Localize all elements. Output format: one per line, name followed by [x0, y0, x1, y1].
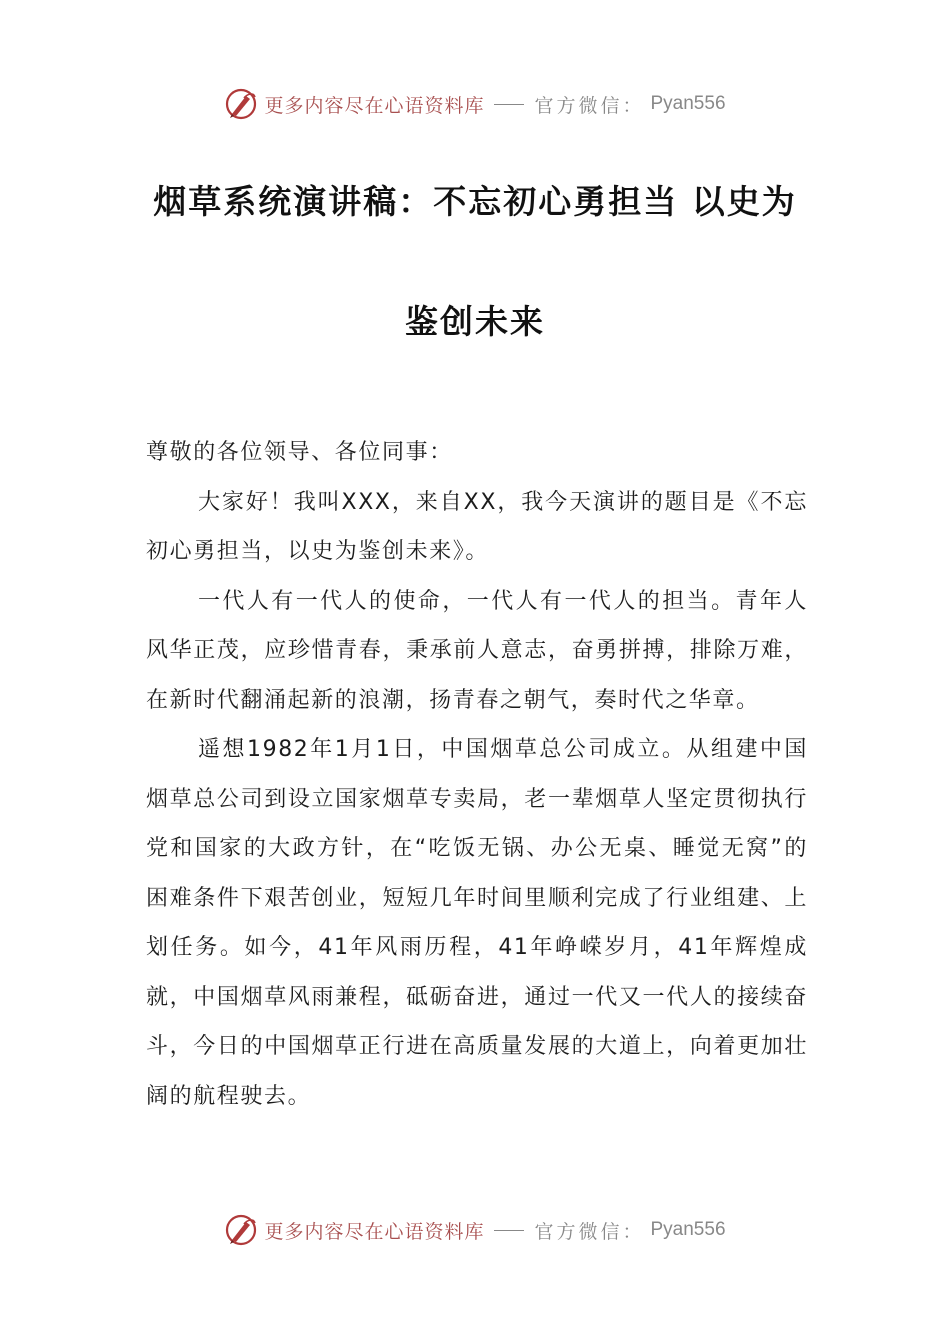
- watermark-wechat-id: Pyan556: [650, 93, 726, 114]
- watermark-brand: 更多内容尽在心语资料库: [264, 94, 485, 117]
- watermark-label: 官方微信：: [534, 1220, 645, 1243]
- footer-watermark: [0, 1210, 950, 1250]
- paragraph: 大家好！我叫XXX，来自XX，我今天演讲的题目是《不忘初心勇担当，以史为鉴创未来》。: [146, 489, 808, 564]
- watermark-label: 官方微信：: [534, 94, 645, 117]
- document-title-line-2: 鉴创未来: [405, 302, 545, 341]
- watermark-wechat-id: Pyan556: [650, 1219, 726, 1240]
- pen-logo-icon: [224, 87, 258, 121]
- header-watermark: [0, 84, 950, 124]
- pen-logo-icon: [224, 1213, 258, 1247]
- watermark-divider: [494, 1230, 524, 1231]
- document-body: [146, 428, 808, 1121]
- watermark-divider: [494, 104, 524, 105]
- paragraph: 一代人有一代人的使命，一代人有一代人的担当。青年人风华正茂，应珍惜青春，秉承前人意志，奋勇拼搏，排除万难，在新时代翻涌起新的浪潮，扬青春之朝气，奏时代之华章。: [146, 588, 808, 713]
- salutation: 尊敬的各位领导、各位同事：: [146, 440, 453, 465]
- document-title-line-1: 烟草系统演讲稿：不忘初心勇担当 以史为: [153, 182, 797, 221]
- watermark-brand: 更多内容尽在心语资料库: [264, 1220, 485, 1243]
- paragraph: 遥想1982年1月1日，中国烟草总公司成立。从组建中国烟草总公司到设立国家烟草专卖局，老一辈烟草人坚定贯彻执行党和国家的大政方针，在“吃饭无锅、办公无桌、睡觉无窝”的困难条件下艰苦创业，短短几年时间里顺利完成了行业组建、上划任务。如今，41年风雨历程，41年峥嵘岁月，41年辉煌成就，中国烟草风雨兼程，砥砺奋进，通过一代又一代人的接续奋斗，今日的中国烟草正行进在高质量发展的大道上，向着更加壮阔的航程驶去。: [146, 737, 808, 1109]
